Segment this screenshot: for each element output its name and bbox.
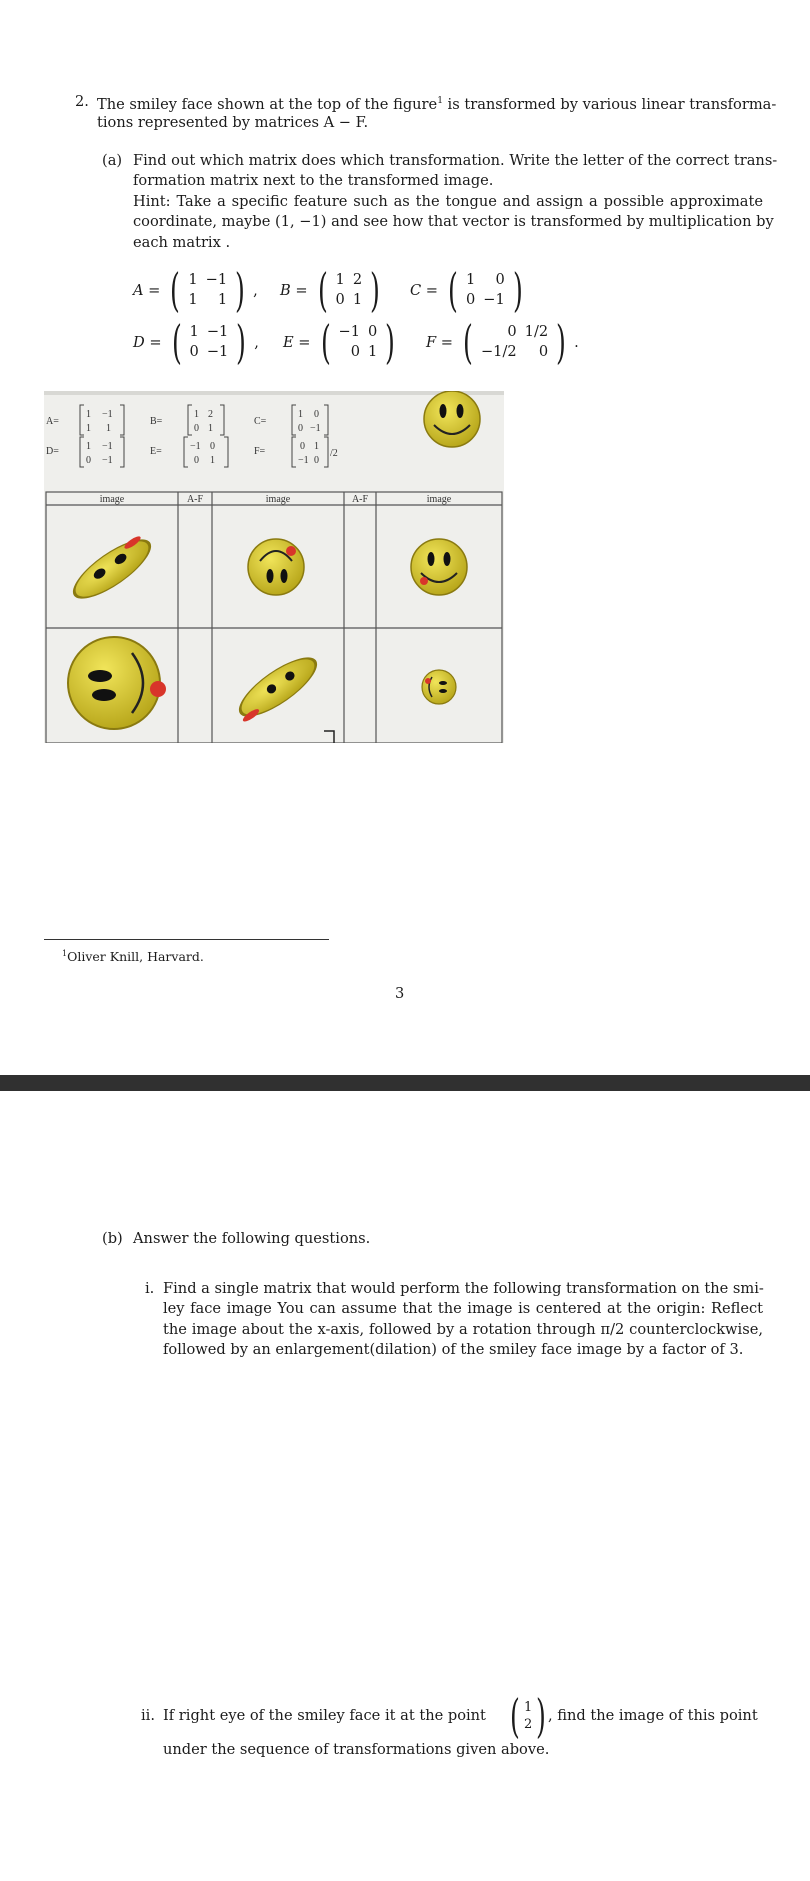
q1-line1: Find a single matrix that would perform the following transformation on the smi- <box>163 1280 764 1297</box>
svg-text:1: 1 <box>106 423 111 434</box>
part-a-line3: Hint: Take a specific feature such as the tongue and assign a possible approximate <box>133 193 763 210</box>
svg-text:−1: −1 <box>298 455 309 466</box>
problem-number: 2. <box>75 93 89 110</box>
header-image-2: image <box>265 494 291 505</box>
fig-label-f: F= <box>254 446 266 457</box>
matrix-f: F = ( 0 1/2 −1/2 0 ) . <box>426 315 579 369</box>
header-image-1: image <box>99 494 125 505</box>
matrix-d: D = ( 1 −1 0 −1 ) , <box>133 315 259 369</box>
svg-text:1: 1 <box>194 409 199 420</box>
matrix-e: E = ( −1 0 0 1 ) <box>283 315 396 369</box>
smiley-small-rotated <box>422 670 456 704</box>
svg-text:−1: −1 <box>102 455 113 466</box>
page-number: 3 <box>395 985 405 1002</box>
header-af-1: A-F <box>186 494 204 505</box>
smiley-flipped <box>248 539 304 595</box>
svg-text:0: 0 <box>194 423 199 434</box>
part-a-label: (a) <box>102 152 123 169</box>
original-smiley <box>424 391 480 447</box>
part-a-line5: each matrix . <box>133 234 231 251</box>
svg-text:0: 0 <box>314 455 319 466</box>
svg-text:−1: −1 <box>102 409 113 420</box>
svg-text:1: 1 <box>208 423 213 434</box>
svg-text:1: 1 <box>210 455 215 466</box>
q2-pre: If right eye of the smiley face it at the point <box>163 1707 486 1724</box>
smiley-mirrored <box>411 539 467 595</box>
fig-label-d: D= <box>46 446 59 457</box>
svg-text:1: 1 <box>298 409 303 420</box>
matrix-c: C = ( 1 0 0 −1 ) <box>410 263 523 317</box>
svg-text:1: 1 <box>86 409 91 420</box>
part-a-line1: Find out which matrix does which transformation. Write the letter of the correct trans- <box>133 152 778 169</box>
q1-line2: ley face image You can assume that the image is centered at the origin: Reflect <box>163 1300 763 1317</box>
footnote: $^1$Oliver Knill, Harvard. <box>62 949 204 965</box>
q1-line3: the image about the x-axis, followed by a rotation through π/2 counterclockwise, <box>163 1321 763 1338</box>
smiley-transform-figure <box>44 391 504 743</box>
matrix-a: A = ( 1 −1 1 1 ) , <box>133 263 258 317</box>
problem-intro-line2: tions represented by matrices A − F. <box>97 114 369 131</box>
matrix-b: B = ( 1 2 0 1 ) <box>280 263 381 317</box>
svg-text:1: 1 <box>86 441 91 452</box>
q2-point-vector: ( 1 2 ) <box>510 1689 547 1743</box>
svg-text:−1: −1 <box>102 441 113 452</box>
q1-line4: followed by an enlargement(dilation) of the smiley face image by a factor of 3. <box>163 1341 744 1358</box>
part-b-text: Answer the following questions. <box>133 1230 371 1247</box>
part-a-line2: formation matrix next to the transformed image. <box>133 172 494 189</box>
header-image-3: image <box>426 494 452 505</box>
problem-intro-line1: The smiley face shown at the top of the figure$^1$ is transformed by various linear transforma- <box>97 95 777 113</box>
svg-text:0: 0 <box>300 441 305 452</box>
header-af-2: A-F <box>351 494 369 505</box>
fig-label-c: C= <box>254 416 267 427</box>
q2-label: ii. <box>141 1707 155 1724</box>
svg-text:/2: /2 <box>330 448 338 459</box>
part-b-label: (b) <box>102 1230 123 1247</box>
svg-text:0: 0 <box>314 409 319 420</box>
q2-post: , find the image of this point <box>548 1707 758 1724</box>
footnote-ref: 1 <box>437 96 443 106</box>
footnote-rule <box>44 939 329 940</box>
fig-label-b: B= <box>150 416 163 427</box>
svg-text:1: 1 <box>314 441 319 452</box>
svg-text:2: 2 <box>208 409 213 420</box>
svg-text:1: 1 <box>86 423 91 434</box>
fig-label-e: E= <box>150 446 162 457</box>
page-separator <box>0 1075 810 1091</box>
svg-text:−1: −1 <box>190 441 201 452</box>
svg-text:0: 0 <box>210 441 215 452</box>
svg-text:0: 0 <box>86 455 91 466</box>
part-a-line4: coordinate, maybe (1, −1) and see how that vector is transformed by multiplication by <box>133 213 774 230</box>
fig-label-a: A= <box>46 416 59 427</box>
svg-text:0: 0 <box>194 455 199 466</box>
svg-text:0: 0 <box>298 423 303 434</box>
q1-label: i. <box>145 1280 155 1297</box>
svg-text:−1: −1 <box>310 423 321 434</box>
q2-line2: under the sequence of transformations given above. <box>163 1741 550 1758</box>
